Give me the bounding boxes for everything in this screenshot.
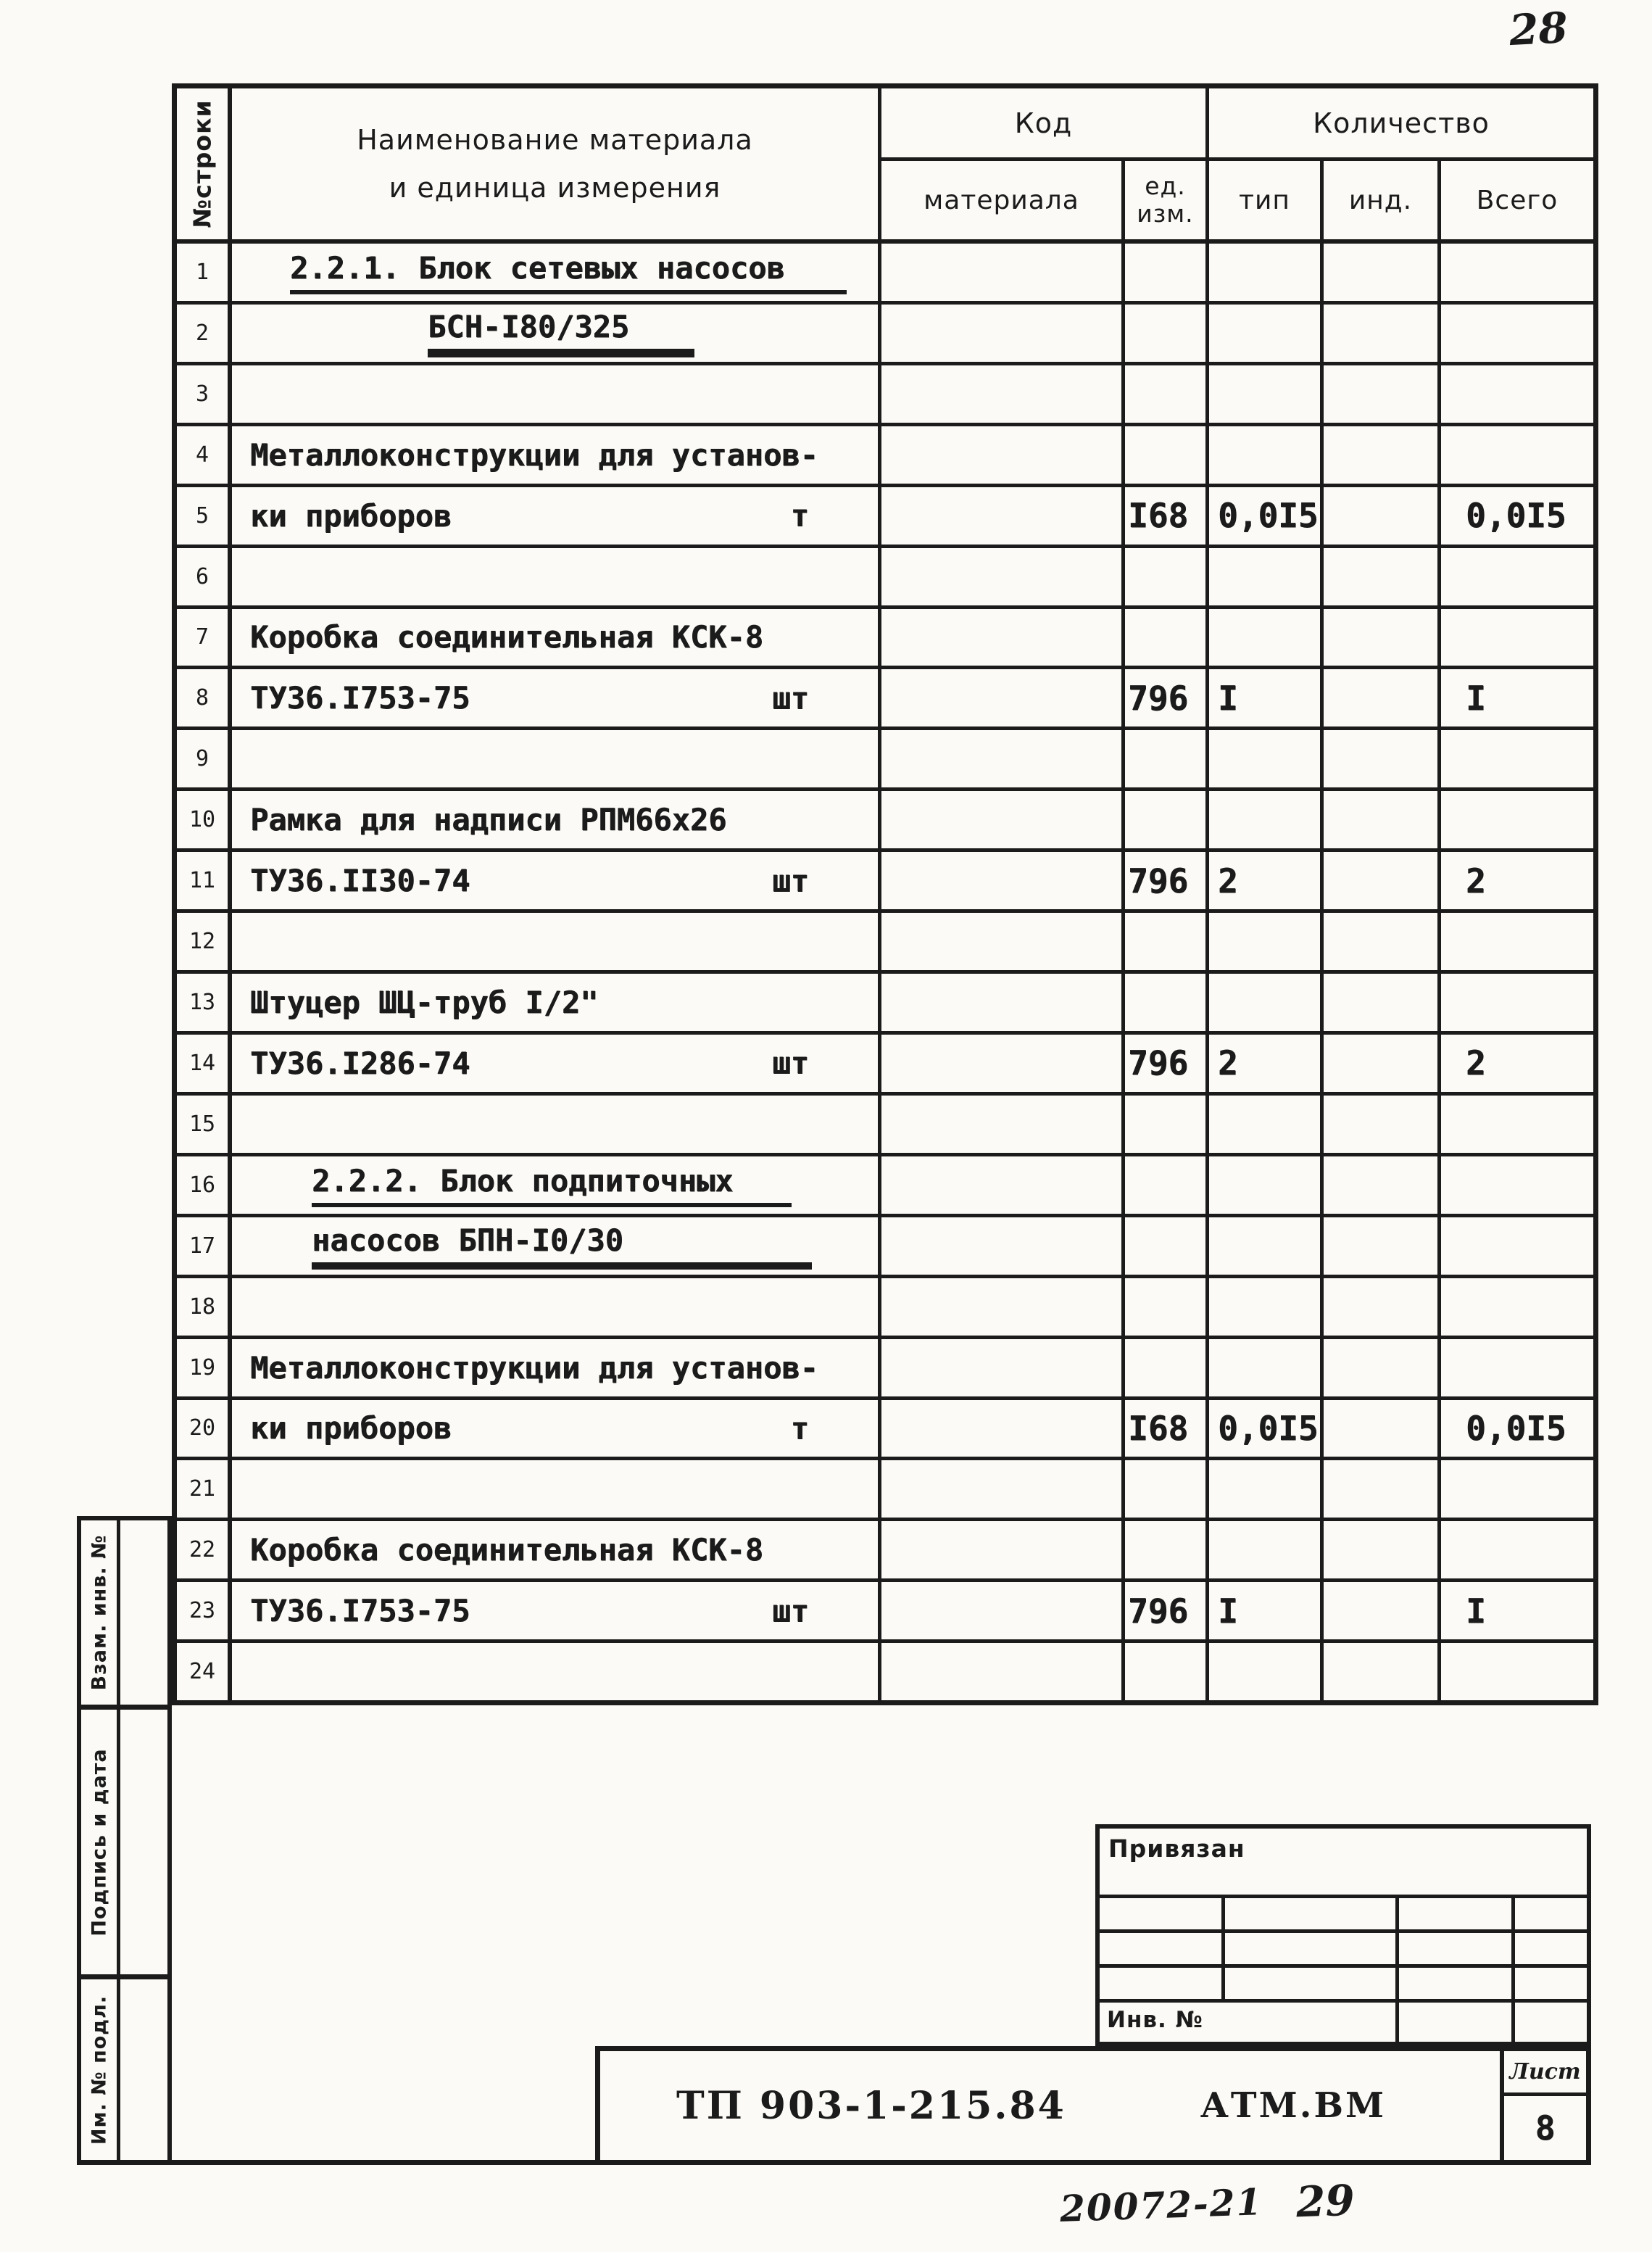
unit-code-cell: 796 (1125, 1035, 1209, 1092)
material-name: Коробка соединительная КСК-8 (250, 1532, 764, 1568)
table-row (177, 1035, 1593, 1096)
material-code-cell (881, 852, 1125, 909)
material-code-cell (881, 730, 1125, 787)
stamp-cell (1100, 1898, 1225, 1929)
unit-label: шт (772, 1045, 809, 1081)
material-name-cell (232, 1217, 881, 1275)
stamp-cell (1225, 1968, 1399, 1999)
qty-total-cell: 0,0I5 (1466, 1408, 1566, 1448)
qty-ind-cell (1324, 1278, 1441, 1336)
unit-label: т (790, 1410, 809, 1446)
material-code-cell (881, 974, 1125, 1031)
material-code-cell (881, 1339, 1125, 1396)
table-header (177, 88, 1593, 244)
sidebar-label-podpis-data: Подпись и дата (88, 1747, 110, 1937)
sidebar-strip (81, 1710, 120, 1974)
unit-label: шт (772, 863, 809, 899)
sidebar-label-vzam-inv: Взам. инв. № (88, 1534, 110, 1691)
header-material-name-line1: Наименование материала (357, 124, 753, 156)
material-name-cell (232, 669, 881, 726)
header-qty-total: Всего (1476, 185, 1558, 215)
qty-ind-cell (1324, 1156, 1441, 1214)
material-code-cell (881, 913, 1125, 970)
bottom-frame-line (77, 2160, 1591, 2165)
unit-code-cell (1125, 365, 1209, 423)
stamp-cell (1399, 1898, 1515, 1929)
qty-type-cell (1209, 1156, 1324, 1214)
material-name-cell (232, 1339, 881, 1396)
header-unit-line2: изм. (1137, 199, 1194, 228)
row-number-cell: 24 (177, 1643, 232, 1700)
table-row (177, 1643, 1593, 1700)
header-code-group (881, 88, 1209, 239)
qty-type-cell (1209, 426, 1324, 484)
row-number-cell: 8 (177, 669, 232, 726)
material-name-cell (232, 1460, 881, 1518)
unit-code-cell (1125, 426, 1209, 484)
footer-left-number: 20072-21 (1059, 2180, 1264, 2230)
stamp-grid-row (1100, 1933, 1587, 1968)
row-number-cell: 17 (177, 1217, 232, 1275)
material-name: ТУ36.I753-75 (250, 1593, 470, 1629)
material-name-cell (232, 1156, 881, 1214)
unit-code-cell (1125, 609, 1209, 666)
qty-ind-cell (1324, 1521, 1441, 1578)
material-code-cell (881, 1278, 1125, 1336)
qty-ind-cell (1324, 1582, 1441, 1639)
qty-total-cell: I (1466, 1591, 1486, 1631)
row-number-cell: 14 (177, 1035, 232, 1092)
qty-ind-cell (1324, 365, 1441, 423)
document-code: АТМ.ВМ (1200, 2085, 1387, 2126)
header-material-name-line2: и единица измерения (389, 172, 721, 204)
header-row-number-column (177, 88, 232, 239)
qty-type-cell (1209, 974, 1324, 1031)
qty-total-cell (1441, 244, 1593, 301)
document-number: ТП 903-1-215.84 (676, 2083, 1066, 2128)
material-name-cell (232, 1035, 881, 1092)
unit-code-cell: 796 (1125, 669, 1209, 726)
material-name: Штуцер ШЦ-труб I/2" (250, 985, 599, 1021)
unit-code-cell (1125, 1521, 1209, 1578)
material-name-cell (232, 1582, 881, 1639)
qty-total-cell (1441, 730, 1593, 787)
stamp-cell (1515, 1898, 1587, 1929)
row-number-cell: 22 (177, 1521, 232, 1578)
row-number-cell: 12 (177, 913, 232, 970)
qty-total-cell (1441, 1460, 1593, 1518)
row-number-cell: 20 (177, 1400, 232, 1457)
qty-ind-cell (1324, 669, 1441, 726)
qty-total-cell (1441, 1156, 1593, 1214)
stamp-cell (1399, 2003, 1515, 2042)
qty-type-cell (1209, 1460, 1324, 1518)
unit-code-cell: 796 (1125, 1582, 1209, 1639)
table-row (177, 1400, 1593, 1461)
qty-type-cell (1209, 1339, 1324, 1396)
material-name: 2.2.1. Блок сетевых насосов (290, 250, 847, 294)
stamp-cell (1515, 2003, 1587, 2042)
stamp-cell (1515, 1933, 1587, 1964)
unit-code-cell: 796 (1125, 852, 1209, 909)
table-row (177, 791, 1593, 852)
material-name-cell (232, 365, 881, 423)
qty-total-cell (1441, 1521, 1593, 1578)
table-row (177, 1278, 1593, 1339)
sheet-box (1504, 2051, 1586, 2160)
row-number-cell: 19 (177, 1339, 232, 1396)
material-code-cell (881, 1400, 1125, 1457)
material-name: ТУ36.I286-74 (250, 1045, 470, 1081)
table-row (177, 913, 1593, 974)
stamp-grid-row (1100, 1968, 1587, 2003)
materials-table (172, 83, 1598, 1705)
material-name-cell (232, 730, 881, 787)
material-name-cell (232, 244, 881, 301)
qty-total-cell (1441, 548, 1593, 605)
title-bar (595, 2046, 1591, 2165)
material-name-cell (232, 913, 881, 970)
header-unit-code (1125, 161, 1205, 239)
title-bar-main (600, 2051, 1504, 2160)
table-row (177, 1217, 1593, 1278)
unit-code-cell (1125, 913, 1209, 970)
table-row (177, 244, 1593, 305)
qty-total-cell (1441, 791, 1593, 848)
material-code-cell (881, 365, 1125, 423)
table-row (177, 974, 1593, 1035)
sidebar-box-inv-podl (77, 1975, 172, 2165)
material-code-cell (881, 1217, 1125, 1275)
qty-total-cell (1441, 1339, 1593, 1396)
qty-ind-cell (1324, 913, 1441, 970)
qty-type-cell (1209, 305, 1324, 362)
sidebar-strip (81, 1520, 120, 1705)
qty-ind-cell (1324, 548, 1441, 605)
unit-code-cell (1125, 1278, 1209, 1336)
stamp-cell (1100, 1968, 1225, 1999)
row-number-cell: 16 (177, 1156, 232, 1214)
qty-type-cell (1209, 548, 1324, 605)
row-number-cell: 15 (177, 1096, 232, 1153)
qty-ind-cell (1324, 487, 1441, 545)
sidebar-box-vzam-inv (77, 1516, 172, 1709)
material-code-cell (881, 609, 1125, 666)
sheet-label: Лист (1504, 2051, 1586, 2096)
qty-type-cell (1209, 609, 1324, 666)
table-row (177, 365, 1593, 426)
qty-type-cell: 0,0I5 (1209, 1400, 1324, 1457)
qty-ind-cell (1324, 1643, 1441, 1700)
table-row (177, 305, 1593, 365)
header-quantity-group (1209, 88, 1593, 239)
qty-type-cell: 0,0I5 (1209, 487, 1324, 545)
stamp-cell (1399, 1933, 1515, 1964)
qty-ind-cell (1324, 244, 1441, 301)
qty-type-cell (1209, 1521, 1324, 1578)
qty-type-cell: I (1209, 1582, 1324, 1639)
qty-ind-cell (1324, 426, 1441, 484)
material-name-cell (232, 609, 881, 666)
material-name-cell (232, 1643, 881, 1700)
header-code-subrow (881, 161, 1205, 239)
row-number-cell: 6 (177, 548, 232, 605)
unit-label: т (790, 497, 809, 534)
qty-type-cell (1209, 1643, 1324, 1700)
inv-no-label: Инв. № (1100, 2003, 1399, 2042)
table-row (177, 1582, 1593, 1643)
row-number-cell: 3 (177, 365, 232, 423)
material-name-cell (232, 1400, 881, 1457)
material-code-cell (881, 548, 1125, 605)
row-number-cell: 13 (177, 974, 232, 1031)
header-unit-line1: ед. (1145, 172, 1186, 201)
qty-total-cell (1441, 365, 1593, 423)
row-number-cell: 7 (177, 609, 232, 666)
qty-ind-cell (1324, 791, 1441, 848)
header-material-name (232, 88, 881, 239)
row-number-cell: 1 (177, 244, 232, 301)
row-number-cell: 21 (177, 1460, 232, 1518)
row-number-cell: 5 (177, 487, 232, 545)
material-name: Металлоконструкции для установ- (250, 1349, 818, 1386)
unit-code-cell (1125, 1643, 1209, 1700)
material-name-cell (232, 305, 881, 362)
qty-ind-cell (1324, 730, 1441, 787)
qty-total-cell: I (1466, 678, 1486, 718)
qty-type-cell (1209, 365, 1324, 423)
stamp-cell (1225, 1933, 1399, 1964)
material-name: 2.2.2. Блок подпиточных (312, 1163, 792, 1207)
material-name: ТУ36.I753-75 (250, 680, 470, 716)
qty-type-cell: I (1209, 669, 1324, 726)
material-code-cell (881, 1521, 1125, 1578)
material-name: Металлоконструкции для установ- (250, 436, 818, 473)
unit-code-cell (1125, 305, 1209, 362)
table-row (177, 852, 1593, 913)
unit-code-cell (1125, 1339, 1209, 1396)
row-number-cell: 10 (177, 791, 232, 848)
material-name: БСН-I80/325 (428, 309, 694, 357)
material-name-cell (232, 791, 881, 848)
unit-code-cell: I68 (1125, 487, 1209, 545)
material-code-cell (881, 1582, 1125, 1639)
privyazan-label: Привязан (1100, 1829, 1587, 1898)
material-code-cell (881, 1035, 1125, 1092)
material-name-cell (232, 1521, 881, 1578)
qty-ind-cell (1324, 852, 1441, 909)
material-name-cell (232, 487, 881, 545)
table-row (177, 1339, 1593, 1400)
sidebar-strip (81, 1979, 120, 2161)
header-code-label: Код (881, 88, 1205, 161)
material-code-cell (881, 305, 1125, 362)
qty-type-cell (1209, 730, 1324, 787)
row-number-cell: 9 (177, 730, 232, 787)
qty-total-cell (1441, 974, 1593, 1031)
table-row (177, 730, 1593, 791)
table-row (177, 1460, 1593, 1521)
table-row (177, 609, 1593, 670)
material-name-cell (232, 1278, 881, 1336)
unit-code-cell (1125, 1217, 1209, 1275)
stamp-cell (1225, 1898, 1399, 1929)
stamp-cell (1399, 1968, 1515, 1999)
unit-code-cell (1125, 548, 1209, 605)
material-name: насосов БПН-I0/30 (312, 1222, 812, 1270)
unit-label: шт (772, 1593, 809, 1629)
qty-type-cell (1209, 1278, 1324, 1336)
header-quantity-subrow (1209, 161, 1593, 239)
qty-total-cell: 2 (1466, 1043, 1486, 1083)
material-name-cell (232, 548, 881, 605)
qty-ind-cell (1324, 305, 1441, 362)
row-number-cell: 18 (177, 1278, 232, 1336)
qty-total-cell (1441, 426, 1593, 484)
table-row (177, 1096, 1593, 1156)
qty-ind-cell (1324, 1217, 1441, 1275)
header-qty-type: тип (1209, 161, 1324, 239)
table-row (177, 426, 1593, 487)
unit-code-cell (1125, 791, 1209, 848)
material-code-cell (881, 244, 1125, 301)
unit-code-cell (1125, 1460, 1209, 1518)
stamp-grid-row (1100, 1898, 1587, 1933)
footer-right-number: 29 (1295, 2175, 1356, 2227)
unit-code-cell (1125, 974, 1209, 1031)
unit-code-cell: I68 (1125, 1400, 1209, 1457)
page-number: 28 (1508, 2, 1569, 56)
material-code-cell (881, 1460, 1125, 1518)
material-name: ТУ36.II30-74 (250, 863, 470, 899)
header-qty-ind: инд. (1324, 161, 1441, 239)
revision-stamp-block (1095, 1824, 1591, 2046)
material-code-cell (881, 487, 1125, 545)
table-row (177, 1156, 1593, 1217)
qty-ind-cell (1324, 1460, 1441, 1518)
qty-ind-cell (1324, 1096, 1441, 1153)
row-number-column-label: №строки (188, 99, 217, 228)
qty-type-cell (1209, 791, 1324, 848)
qty-type-cell (1209, 244, 1324, 301)
qty-total-cell (1441, 1643, 1593, 1700)
material-name-cell (232, 852, 881, 909)
qty-ind-cell (1324, 609, 1441, 666)
qty-ind-cell (1324, 974, 1441, 1031)
sidebar-box-podpis-data (77, 1705, 172, 1979)
qty-total-cell (1441, 1278, 1593, 1336)
qty-type-cell (1209, 1096, 1324, 1153)
row-number-cell: 23 (177, 1582, 232, 1639)
table-row (177, 669, 1593, 730)
stamp-cell (1515, 1968, 1587, 1999)
material-code-cell (881, 1096, 1125, 1153)
header-code-material: материала (881, 161, 1125, 239)
table-row (177, 487, 1593, 548)
material-name-cell (232, 426, 881, 484)
unit-label: шт (772, 680, 809, 716)
qty-type-cell (1209, 913, 1324, 970)
material-name: Коробка соединительная КСК-8 (250, 619, 764, 655)
material-name-cell (232, 1096, 881, 1153)
qty-total-cell (1441, 1217, 1593, 1275)
row-number-cell: 11 (177, 852, 232, 909)
qty-total-cell: 0,0I5 (1466, 496, 1566, 536)
row-number-cell: 2 (177, 305, 232, 362)
row-number-cell: 4 (177, 426, 232, 484)
material-name: Рамка для надписи РПМ66х26 (250, 802, 727, 838)
qty-total-cell (1441, 1096, 1593, 1153)
unit-code-cell (1125, 730, 1209, 787)
stamp-cell (1100, 1933, 1225, 1964)
unit-code-cell (1125, 1096, 1209, 1153)
stamp-inv-row (1100, 2003, 1587, 2042)
material-name: ки приборов (250, 497, 452, 534)
header-quantity-label: Количество (1209, 88, 1593, 161)
material-code-cell (881, 1156, 1125, 1214)
material-code-cell (881, 1643, 1125, 1700)
qty-ind-cell (1324, 1339, 1441, 1396)
material-code-cell (881, 791, 1125, 848)
qty-ind-cell (1324, 1035, 1441, 1092)
table-row (177, 548, 1593, 609)
unit-code-cell (1125, 244, 1209, 301)
qty-type-cell: 2 (1209, 1035, 1324, 1092)
qty-type-cell (1209, 1217, 1324, 1275)
material-code-cell (881, 426, 1125, 484)
unit-code-cell (1125, 1156, 1209, 1214)
sidebar-label-inv-podl: Им. № подл. (88, 1995, 110, 2145)
qty-type-cell: 2 (1209, 852, 1324, 909)
qty-ind-cell (1324, 1400, 1441, 1457)
qty-total-cell (1441, 609, 1593, 666)
material-name: ки приборов (250, 1410, 452, 1446)
qty-total-cell (1441, 305, 1593, 362)
material-code-cell (881, 669, 1125, 726)
sheet-number: 8 (1535, 2108, 1556, 2148)
qty-total-cell (1441, 913, 1593, 970)
qty-total-cell: 2 (1466, 861, 1486, 901)
table-body (177, 244, 1593, 1700)
material-name-cell (232, 974, 881, 1031)
table-row (177, 1521, 1593, 1582)
